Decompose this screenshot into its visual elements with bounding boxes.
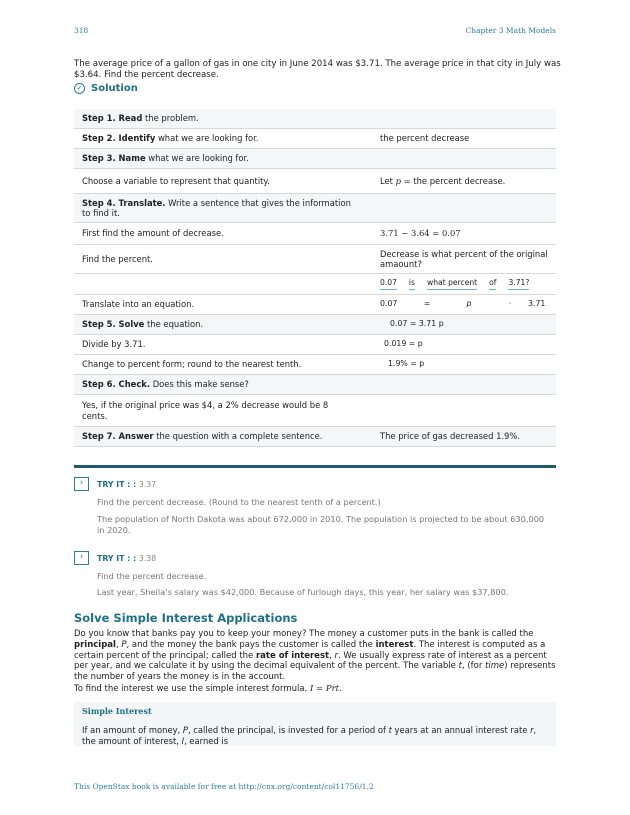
step-text: the question with a complete sentence. <box>153 431 323 442</box>
eq-term: 0.07 <box>380 299 398 309</box>
step-text: the equation. <box>144 319 204 330</box>
step-text: Translate into an equation. <box>82 299 195 310</box>
chevron-right-icon[interactable]: › <box>74 477 89 491</box>
let-text: Let <box>380 175 396 186</box>
try-instruction: Find the percent decrease. (Round to the nearest tenth of a percent.) <box>97 497 381 507</box>
check-circle-icon: ✓ <box>74 83 85 94</box>
step-text: the problem. <box>142 113 199 124</box>
step-result: 0.019 = p <box>362 335 556 355</box>
step-bold: Step 6. Check. <box>82 379 151 390</box>
step-row <box>74 375 556 395</box>
step-bold: Step 5. Solve <box>82 319 145 330</box>
step-row <box>74 295 556 315</box>
box-text: If an amount of money, P, called the principal, is invested for a period of t years at an annual interest rate r, the amount of interest, I, earned is <box>82 725 537 746</box>
solution-heading[interactable] <box>74 83 138 94</box>
step-row <box>74 194 556 223</box>
annotated-sentence <box>380 278 548 291</box>
step-text: what we are looking for. <box>145 153 249 164</box>
annotation-word: of <box>489 278 496 291</box>
annotation-word: what percent <box>427 278 477 291</box>
step-row <box>74 223 556 245</box>
variable-p: p = <box>395 175 411 186</box>
step-bold: Step 3. Name <box>82 153 146 164</box>
step-text: First find the amount of decrease. <box>82 228 224 239</box>
try-instruction: Find the percent decrease. <box>97 571 207 581</box>
try-problem: The population of North Dakota was about 672,000 in 2010. The population is projected to be about 630,000 in 2020. <box>97 514 545 535</box>
page-number: 318 <box>74 26 89 35</box>
try-label-text: TRY IT : : <box>97 554 137 563</box>
subtraction-math: 3.71 − 3.64 = 0.07 <box>362 223 556 245</box>
eq-term: · <box>508 299 512 309</box>
step-row <box>74 149 556 169</box>
annotation-word: is <box>409 278 415 291</box>
step-bold: Step 7. Answer <box>82 431 154 442</box>
variable-meaning: the percent decrease. <box>410 175 506 186</box>
try-problem: Last year, Sheila’s salary was $42,000. Because of furlough days, this year, her salary was $37,800. <box>97 587 509 597</box>
step-bold: Step 4. Translate. <box>82 197 166 208</box>
problem-statement: The average price of a gallon of gas in one city in June 2014 was $3.71. The average price in that city in July was $3.64. Find the percent decrease. <box>74 59 561 80</box>
section-divider <box>74 465 556 468</box>
step-row <box>74 335 556 355</box>
chevron-right-icon[interactable]: › <box>74 551 89 565</box>
translated-equation <box>380 299 548 310</box>
step-text: Find the percent. <box>82 253 153 264</box>
step-result: Decrease is what percent of the original amaount? <box>362 245 556 274</box>
step-row <box>74 129 556 149</box>
try-it-3-37 <box>74 477 556 537</box>
step-row <box>74 355 556 375</box>
step-text: Change to percent form; round to the nearest tenth. <box>82 359 302 370</box>
simple-interest-formula: I = Prt. <box>309 684 342 694</box>
try-it-3-38 <box>74 551 556 599</box>
step-text: Choose a variable to represent that quantity. <box>82 175 270 186</box>
annotation-word: 0.07 <box>380 278 397 291</box>
step-row <box>74 315 556 335</box>
section-title: Solve Simple Interest Applications <box>74 611 298 625</box>
chapter-title: Chapter 3 Math Models <box>465 26 556 35</box>
step-text: Yes, if the original price was $4, a 2% decrease would be 8 cents. <box>82 400 329 421</box>
step-text: Write a sentence that gives the information to find it. <box>82 197 351 218</box>
formula-paragraph: To find the interest we use the simple interest formula, I = Prt. <box>74 684 342 694</box>
step-row <box>74 109 556 129</box>
step-bold: Step 2. Identify <box>82 133 156 144</box>
try-it-label <box>97 480 156 489</box>
interest-paragraph: Do you know that banks pay you to keep your money? The money a customer puts in the bank is called the principal, P, and the money the bank pays the customer is called the interest. The interest is computed as a certain percent of the principal; called the rate of interest, r. We usually express rate of interest as a percent per year, and we calculate it by using the decimal equivalent of the percent. The variable t, (for time) represents the number of years the money is in the account. <box>74 629 556 683</box>
try-number: 3.38 <box>138 554 157 563</box>
step-row <box>74 245 556 274</box>
step-row <box>74 395 556 427</box>
step-result: 1.9% = p <box>362 355 556 375</box>
step-text: Divide by 3.71. <box>82 339 146 350</box>
try-number: 3.37 <box>138 480 157 489</box>
step-row <box>74 169 556 194</box>
step-text: Does this make sense? <box>150 379 249 390</box>
step-bold: Step 1. Read <box>82 113 143 124</box>
box-title: Simple Interest <box>82 706 152 716</box>
annotation-word: 3.71? <box>508 278 529 291</box>
footer-link[interactable]: This OpenStax book is available for free at http://cnx.org/content/col11756/1.2 <box>74 782 374 791</box>
step-row <box>74 427 556 447</box>
try-it-label <box>97 554 156 563</box>
try-label-text: TRY IT : : <box>97 480 137 489</box>
eq-term: p <box>466 299 472 309</box>
solution-title: Solution <box>91 83 138 94</box>
step-result: The price of gas decreased 1.9%. <box>362 427 556 447</box>
eq-term: 3.71 <box>528 299 546 309</box>
step-row <box>74 274 556 295</box>
step-text: what we are looking for. <box>155 133 259 144</box>
step-result: 0.07 = 3.71 p <box>362 315 556 335</box>
solution-steps-table <box>74 109 556 447</box>
eq-term: = <box>423 299 431 309</box>
step-result: the percent decrease <box>362 129 556 149</box>
